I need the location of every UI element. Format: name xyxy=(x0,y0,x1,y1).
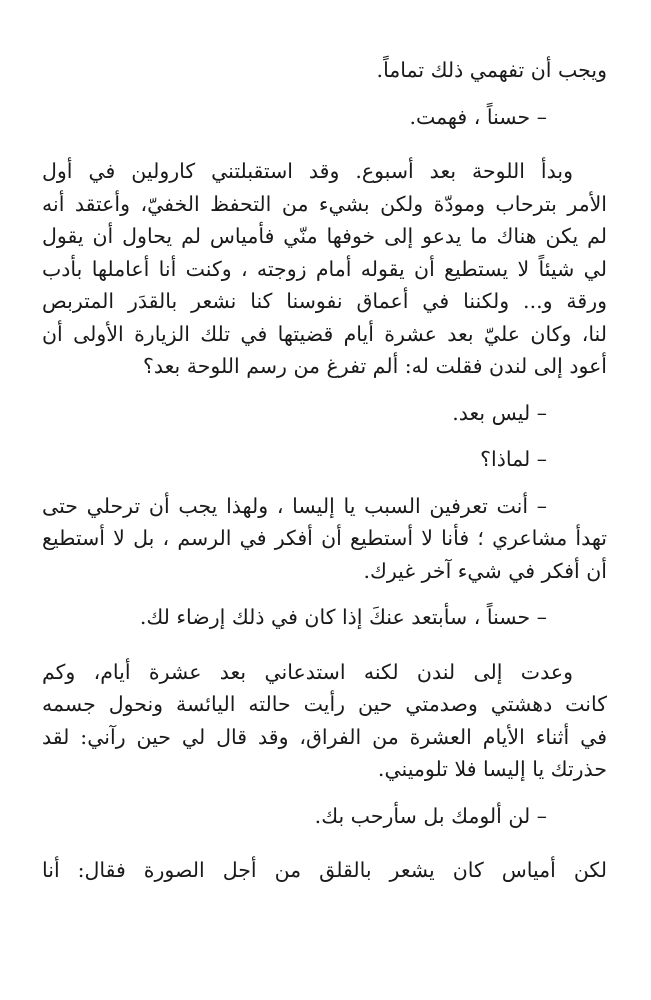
text-line: لم يكن هناك ما يدعو إلى خوفها منّي فأمياس لم يحاول أن يقول xyxy=(42,224,607,248)
paragraph-narrative xyxy=(42,656,607,786)
text-line: تهدأ مشاعري ؛ فأنا لا أستطيع أن أفكر في الرسم ، بل لا أستطيع xyxy=(42,526,607,550)
text-line: أعود إلى لندن فقلت له: ألم تفرغ من رسم اللوحة بعد؟ xyxy=(142,354,607,378)
dialogue-line xyxy=(42,601,607,634)
text-line: وبدأ اللوحة بعد أسبوع. وقد استقبلتني كارولين في أول xyxy=(42,159,573,183)
dialogue-line xyxy=(42,443,607,476)
dialogue-line xyxy=(42,101,607,134)
text-line: أن أفكر في شيء آخر غيرك. xyxy=(363,558,607,583)
text-line: لنا، وكان عليّ بعد عشرة أيام قضيتها في تلك الزيارة الأولى أن xyxy=(42,321,607,346)
text-line: – ليس بعد. xyxy=(452,400,547,425)
text-line: لكن أمياس كان يشعر بالقلق من أجل الصورة فقال: أنا xyxy=(42,858,607,882)
dialogue-line xyxy=(42,800,607,833)
paragraph-continuation xyxy=(42,54,607,87)
paragraph-narrative xyxy=(42,155,607,383)
text-line: – أنت تعرفين السبب يا إليسا ، ولهذا يجب أن ترحلي حتى xyxy=(42,493,547,518)
paragraph-narrative xyxy=(42,854,607,887)
text-line: الأمر بترحاب ومودّة ولكن بشيء من التحفظ الخفيّ، وأعتقد أنه xyxy=(42,191,607,216)
text-line: – لماذا؟ xyxy=(480,447,547,471)
text-line: لي شيئاً لا يستطيع أن يقوله أمام زوجته ، وكنت أنا أعاملها بأدب xyxy=(42,256,607,281)
dialogue-line xyxy=(42,397,607,430)
text-line: – حسناً ، سأبتعد عنكَ إذا كان في ذلك إرضاء لك. xyxy=(139,605,547,629)
text-line: كانت دهشتي وصدمتي حين رأيت حالته اليائسة ونحول جسمه xyxy=(42,692,607,716)
text-line: حذرتك يا إليسا فلا تلوميني. xyxy=(377,757,607,781)
text-line: ويجب أن تفهمي ذلك تماماً. xyxy=(376,58,607,82)
text-line: وعدت إلى لندن لكنه استدعاني بعد عشرة أيام، وكم xyxy=(42,659,573,684)
text-line: – حسناً ، فهمت. xyxy=(409,104,547,129)
text-line: ورقة و... ولكننا في أعماق نفوسنا كنا نشعر بالقدَر المتربص xyxy=(42,289,607,313)
text-line: – لن ألومك بل سأرحب بك. xyxy=(314,803,547,828)
dialogue-paragraph xyxy=(42,490,607,588)
text-line: في أثناء الأيام العشرة من الفراق، وقد قال لي حين رآني: لقد xyxy=(42,724,607,749)
